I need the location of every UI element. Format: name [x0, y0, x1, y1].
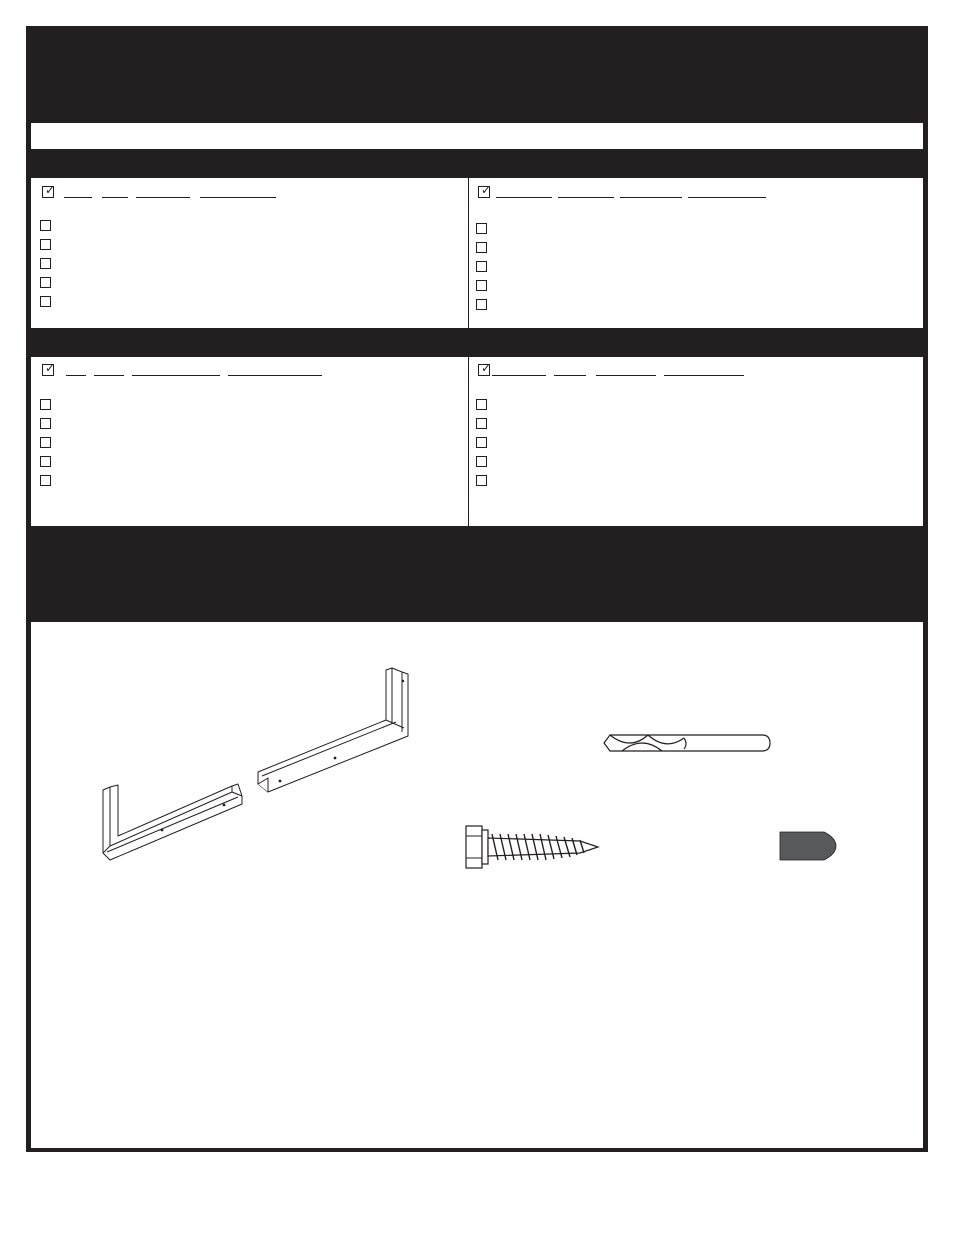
- tag-icon: [780, 832, 838, 862]
- checkmark-icon: ✓: [481, 183, 492, 197]
- hex-screw-icon: [464, 824, 600, 870]
- checkmark-icon: ✓: [481, 361, 492, 375]
- drill-bit-icon: [600, 732, 774, 754]
- checkmark-icon: ✓: [45, 183, 56, 197]
- checkmark-icon: ✓: [45, 361, 56, 375]
